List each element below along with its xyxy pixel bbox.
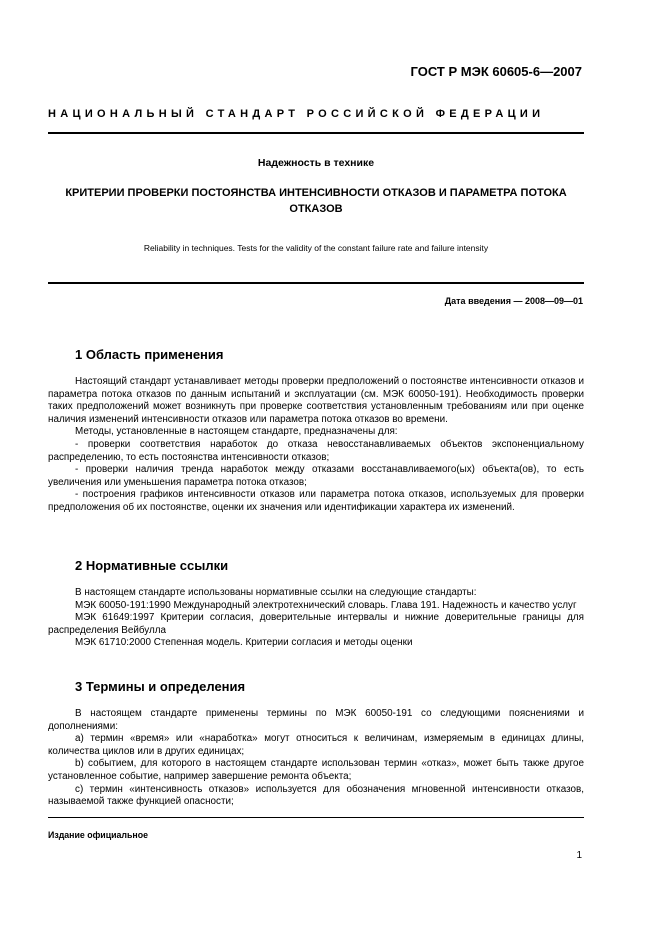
english-title: Reliability in techniques. Tests for the validity of the constant failure rate and failure intensity [143,243,489,253]
section-2-reference: МЭК 61710:2000 Степенная модель. Критерии согласия и методы оценки [75,637,413,649]
section-1-list-item: - проверки наличия тренда наработок между отказами восстанавливаемого(ых) объекта(ов), то есть увеличения или уменьшения параметра потока отказов; [48,464,584,488]
section-1-paragraph: Методы, установленные в настоящем стандарте, предназначены для: [75,426,398,438]
footer-divider [48,817,584,818]
section-2-body [48,587,584,650]
document-title-line-2: ОТКАЗОВ [289,203,343,215]
section-3-list-item: b) событием, для которого в настоящем стандарте использован термин «отказ», может быть также другое установленное событие, например завершение ремонта объекта; [48,758,584,782]
introduction-date: Дата введения — 2008—09—01 [444,296,583,306]
official-edition-label: Издание официальное [48,830,148,840]
section-2-reference: МЭК 61649:1997 Критерии согласия, доверительные интервалы и нижние доверительные границы для распределения Вейбулла [48,612,584,636]
section-2-paragraph: В настоящем стандарте использованы нормативные ссылки на следующие стандарты: [75,587,477,598]
section-1-list-item: - проверки соответствия наработок до отказа невосстанавливаемых объектов экспоненциальному распределению, то есть постоянства интенсивности отказов; [48,438,584,463]
section-1-heading: 1 Область применения [75,347,224,362]
national-standard-header: НАЦИОНАЛЬНЫЙ СТАНДАРТ РОССИЙСКОЙ ФЕДЕРАЦИИ [48,108,545,120]
section-3-list-item: c) термин «интенсивность отказов» используется для обозначения мгновенной интенсивности отказов, называемой также функцией опасности; [48,783,584,808]
section-3-paragraph: В настоящем стандарте применены термины по МЭК 60050-191 со следующими пояснениями и дополнениями: [48,708,584,732]
header-divider [48,132,584,134]
document-subtitle: Надежность в технике [257,157,375,169]
section-1-list-item: - построения графиков интенсивности отказов или параметра потока отказов, используемых для проверки предположения об их постоянстве, оценки их значения или идентификации характера их изменений. [48,489,584,513]
title-divider [48,282,584,284]
section-3-body [48,708,584,809]
document-title [48,185,584,217]
standard-code: ГОСТ Р МЭК 60605-6—2007 [410,64,582,79]
document-title-line-1: КРИТЕРИИ ПРОВЕРКИ ПОСТОЯНСТВА ИНТЕНСИВНОСТИ ОТКАЗОВ И ПАРАМЕТРА ПОТОКА [65,187,567,199]
section-1-paragraph: Настоящий стандарт устанавливает методы проверки предположений о постоянстве интенсивности отказов и параметра потока отказов по данным испытаний и эксплуатации (см. МЭК 60050-191). Необходимость проверки таких предположений может возникнуть при проверке соответствия установленным требованиям или при оценке наличия изменений интенсивности отказов или параметра потока отказов во времени. [48,376,584,425]
section-1-body [48,376,584,515]
section-2-reference: МЭК 60050-191:1990 Международный электротехнический словарь. Глава 191. Надежность и качество услуг [75,599,577,611]
section-3-list-item: a) термин «время» или «наработка» могут относиться к величинам, измеряемым в единицах длины, количества циклов или в других единицах; [48,733,584,757]
page-number: 1 [576,850,582,861]
section-2-heading: 2 Нормативные ссылки [75,558,229,573]
section-3-heading: 3 Термины и определения [75,679,246,694]
